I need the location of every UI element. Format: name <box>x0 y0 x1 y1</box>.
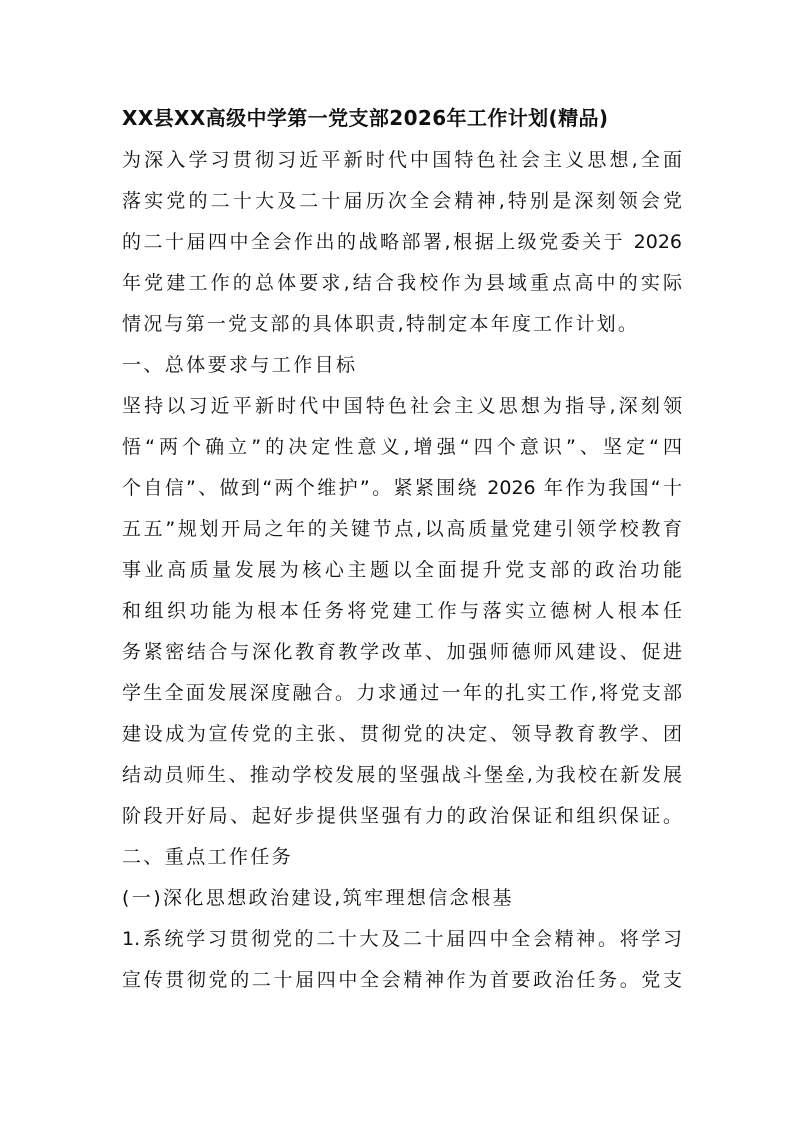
paragraph-line: 五五”规划开局之年的关键节点,以高质量党建引领学校教育 <box>122 518 682 540</box>
section-heading: 二、重点工作任务 <box>122 846 294 868</box>
paragraph-line: 为深入学习贯彻习近平新时代中国特色社会主义思想,全面 <box>122 149 682 171</box>
paragraph-line: 坚持以习近平新时代中国特色社会主义思想为指导,深刻领 <box>122 395 682 417</box>
paragraph-line: 落实党的二十大及二十届历次全会精神,特别是深刻领会党 <box>122 190 682 212</box>
paragraph-line: 1.系统学习贯彻党的二十大及二十届四中全会精神。将学习 <box>122 928 682 950</box>
paragraph-line: 和组织功能为根本任务将党建工作与落实立德树人根本任 <box>122 600 682 622</box>
paragraph-line: 个自信”、做到“两个维护”。紧紧围绕 2026 年作为我国“十 <box>122 477 682 499</box>
paragraph-line: 务紧密结合与深化教育教学改革、加强师德师风建设、促进 <box>122 641 682 663</box>
paragraph-line: 年党建工作的总体要求,结合我校作为县域重点高中的实际 <box>122 272 682 294</box>
subsection-heading: (一)深化思想政治建设,筑牢理想信念根基 <box>122 887 514 909</box>
paragraph-line: 阶段开好局、起好步提供坚强有力的政治保证和组织保证。 <box>122 805 682 827</box>
paragraph-line: 的二十届四中全会作出的战略部署,根据上级党委关于 2026 <box>122 231 682 253</box>
paragraph-line: 事业高质量发展为核心主题以全面提升党支部的政治功能 <box>122 559 682 581</box>
paragraph-line: 宣传贯彻党的二十届四中全会精神作为首要政治任务。党支 <box>122 969 682 991</box>
section-heading: 一、总体要求与工作目标 <box>122 354 358 376</box>
paragraph-line: 建设成为宣传党的主张、贯彻党的决定、领导教育教学、团 <box>122 723 682 745</box>
document-title: XX县XX高级中学第一党支部2026年工作计划(精品) <box>122 106 609 130</box>
paragraph-line: 情况与第一党支部的具体职责,特制定本年度工作计划。 <box>122 313 640 335</box>
paragraph-line: 结动员师生、推动学校发展的坚强战斗堡垒,为我校在新发展 <box>122 764 682 786</box>
paragraph-line: 悟“两个确立”的决定性意义,增强“四个意识”、坚定“四 <box>122 436 682 458</box>
paragraph-line: 学生全面发展深度融合。力求通过一年的扎实工作,将党支部 <box>122 682 682 704</box>
